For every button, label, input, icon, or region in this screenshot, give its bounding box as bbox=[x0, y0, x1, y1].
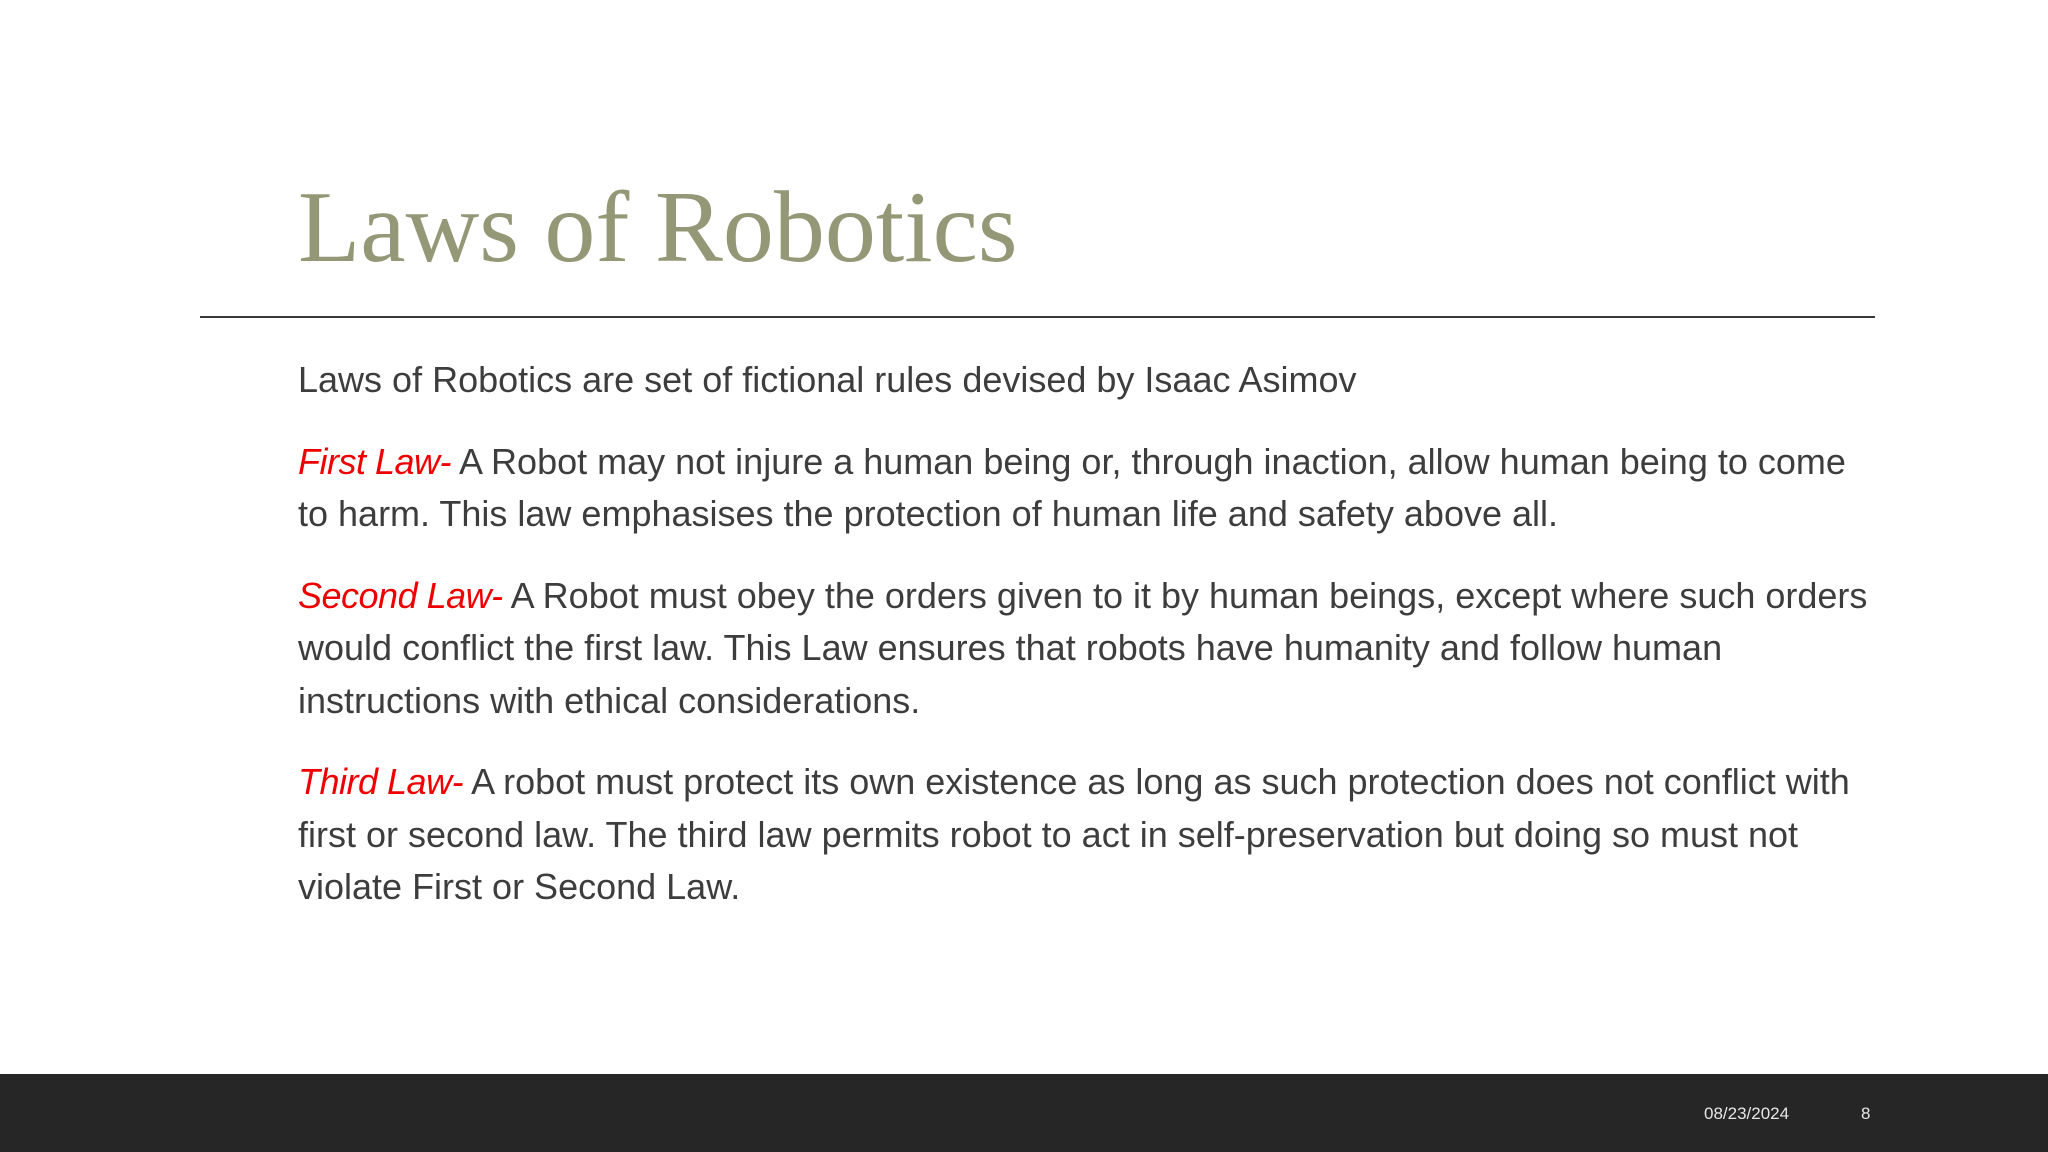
second-law-text: A Robot must obey the orders given to it by human beings, except where such orders would conflict the first law. This Law ensures that robots have humanity and follow human instructions with ethical considerations. bbox=[298, 574, 1868, 721]
second-law-paragraph bbox=[298, 570, 1878, 728]
slide-number: 8 bbox=[1861, 1104, 1871, 1123]
second-law-label: Second Law- bbox=[298, 574, 503, 616]
footer-bar bbox=[0, 1074, 2048, 1152]
footer-date: 08/23/2024 bbox=[1704, 1104, 1790, 1123]
first-law-text: A Robot may not injure a human being or, through inaction, allow human being to come to harm. This law emphasises the protection of human life and safety above all. bbox=[298, 440, 1846, 534]
slide-title: Laws of Robotics bbox=[298, 171, 1018, 284]
first-law-paragraph bbox=[298, 436, 1878, 541]
third-law-label: Third Law- bbox=[298, 761, 464, 802]
first-law-label: First Law- bbox=[298, 440, 452, 482]
title-divider bbox=[200, 316, 1875, 318]
intro-paragraph: Laws of Robotics are set of fictional rules devised by Isaac Asimov bbox=[298, 359, 1357, 400]
third-law-text: A robot must protect its own existence as long as such protection does not conflict with first or second law. The third law permits robot to act in self-preservation but doing so must not violate First or Second Law. bbox=[298, 761, 1850, 907]
slide-body bbox=[298, 354, 1878, 943]
third-law-paragraph bbox=[298, 756, 1878, 914]
